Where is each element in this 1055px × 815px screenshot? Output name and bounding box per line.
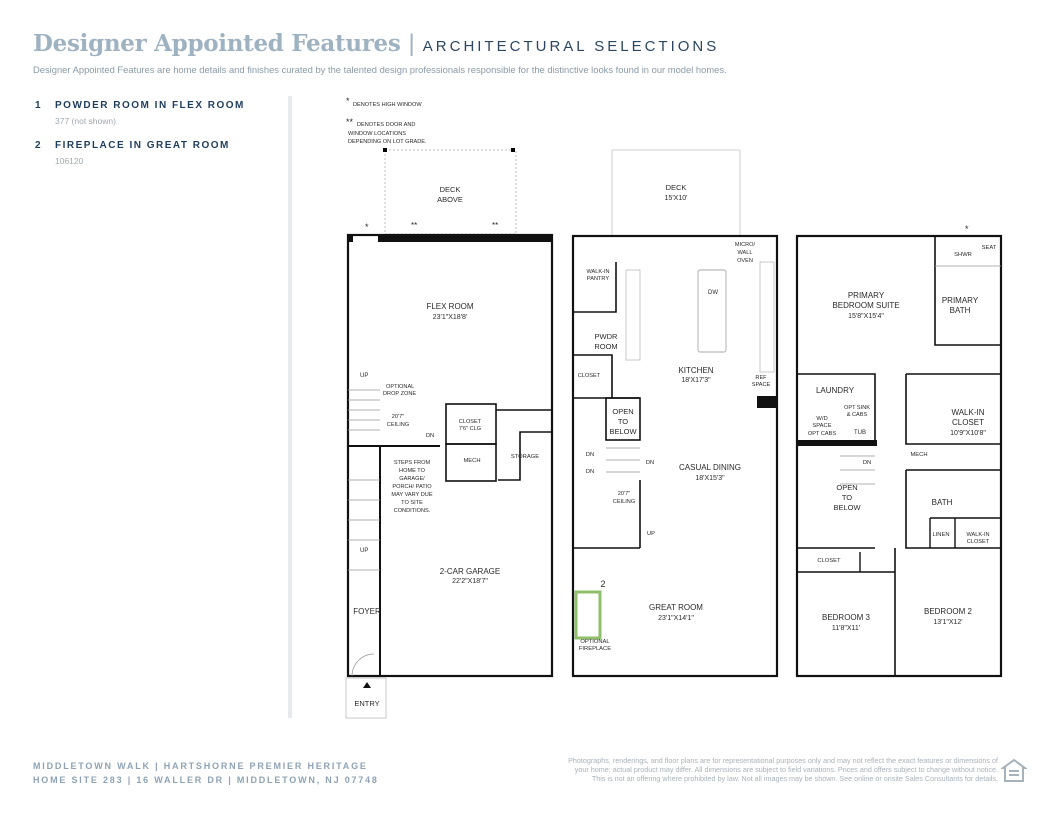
stair-label: UP [360,373,369,379]
room-label: 2-CAR GARAGE [439,567,501,576]
selection-number: 1 [35,100,43,111]
room-label: MECH [910,452,928,458]
page-header [33,30,1023,75]
door-window-note: WINDOW LOCATIONS [348,131,407,137]
stair-label: DN [425,433,435,439]
room-label: TO [617,417,629,426]
steps-note: MAY VARY DUE [391,492,433,498]
room-label: 7'6" CLG [458,426,482,432]
home-site-address: HOME SITE 283 | 16 WALLER DR | MIDDLETOWN, NJ 07748 [33,775,379,785]
deck-label: DECK [665,183,687,192]
room-label: WALK-IN [966,532,990,538]
selection-marker: 2 [600,579,606,589]
selection-list [35,100,275,180]
room-label: CLOSET [577,373,601,379]
selection-code: 377 (not shown) [55,116,116,126]
appliance-label: DW [708,290,718,296]
community-name: MIDDLETOWN WALK | HARTSHORNE PREMIER HERITAGE [33,761,368,771]
page-subtitle: Designer Appointed Features are home details and finishes curated by the talented design professionals responsible for the distinctive looks found in our model homes. [33,64,727,75]
room-label: PRIMARY [847,291,885,300]
steps-note: CONDITIONS. [393,508,431,514]
room-label: CLOSET [951,418,985,427]
door-window-note: DEPENDING ON LOT GRADE. [348,139,427,145]
ceiling-label: CEILING [612,499,636,505]
door-window-mark: ** [492,221,499,230]
room-label: BATH [949,306,971,315]
steps-note: TO SITE [401,500,423,506]
room-label: FLEX ROOM [426,302,474,311]
room-label: LINEN [932,532,950,538]
room-label: GREAT ROOM [649,603,703,612]
stair-label: UP [360,548,369,554]
community-info [33,759,379,787]
steps-note: STEPS FROM [393,460,431,466]
deck-label: DECK [439,185,461,194]
optional-label: OPT CABS [807,431,837,437]
room-label: BELOW [609,427,637,436]
room-dimension: 23'1"X18'8' [432,314,468,321]
room-label: TUB [854,430,866,436]
room-label: BATH [931,498,953,507]
door-window-mark: ** [346,117,354,127]
appliance-label: WALL [737,250,753,256]
room-label: BEDROOM 3 [821,613,871,622]
stair-label: DN [585,469,595,475]
room-label: BEDROOM 2 [923,607,973,616]
plan-notes [346,96,427,145]
high-window-note: DENOTES HIGH WINDOW [353,102,422,108]
optional-label: & CABS [846,412,868,418]
appliance-label: MICRO/ [734,242,756,248]
room-label: CLOSET [966,539,990,545]
equal-housing-opportunity-icon [1001,758,1027,784]
disclaimer-line: This is not an offering where prohibited by law. Not all images may be shown. See online or onsite Sales Consultants for details. [591,774,998,784]
optional-label: DROP ZONE [383,391,417,397]
appliance-label: SPACE [751,382,771,388]
selection-item [35,140,275,166]
appliance-label: REF [755,375,767,381]
page-title: Designer Appointed Features [33,30,401,57]
steps-note: HOME TO [399,468,425,474]
room-dimension: 22'2"X18'7" [452,578,488,585]
room-label: WALK-IN [951,408,985,417]
door-window-mark: ** [411,221,418,230]
room-label: CLOSET [458,419,482,425]
optional-label: OPTIONAL [580,639,610,645]
room-label: MECH [463,458,481,464]
floor-plan [330,90,1010,720]
stair-label: DN [585,452,595,458]
high-window-mark: * [346,96,350,106]
post [511,148,515,152]
room-dimension: 18'X17'3" [681,377,711,384]
room-label: W/D [816,416,828,422]
divider [288,96,292,718]
selection-number: 2 [35,140,43,151]
room-label: KITCHEN [678,366,714,375]
section-title: ARCHITECTURAL SELECTIONS [422,38,720,55]
disclaimer [518,756,998,784]
deck-label: ABOVE [437,195,463,204]
level-1-plan [346,148,553,718]
room-dimension: 13'1"X12' [933,619,963,626]
room-label: PRIMARY [941,296,979,305]
room-label: ROOM [594,342,618,351]
room-dimension: 11'8"X11' [831,625,861,632]
disclaimer-line: your home; actual product may differ. All dimensions are subject to field variations. Prices and offers subject to change without notice. [574,765,998,775]
optional-label: OPT SINK [843,405,871,411]
room-label: BELOW [833,503,861,512]
room-label: LAUNDRY [815,386,855,395]
post [383,148,387,152]
stair-label: UP [646,531,656,537]
selection-item [35,100,275,126]
stair-label: DN [862,460,872,466]
entry-label: ENTRY [354,699,380,708]
room-label: FOYER [353,607,381,616]
room-label: PANTRY [586,276,610,282]
high-window-mark: * [365,222,369,232]
door-window-note: DENOTES DOOR AND [357,122,416,128]
selection-code: 106120 [55,156,84,166]
room-label: BEDROOM SUITE [832,301,900,310]
rear-wall-window [378,234,553,242]
room-label: PWDR [594,332,618,341]
room-dimension: 10'9"X10'8" [950,430,986,437]
disclaimer-line: Photographs, renderings, and floor plans are for representational purposes only and may not reflect the exact features or dimensions of [568,756,998,765]
room-dimension: 15'8"X15'4" [848,313,884,320]
steps-note: GARAGE/ [399,476,425,482]
room-dimension: 15'X10' [664,195,688,202]
room-label: SEAT [981,245,997,251]
room-label: OPEN [836,483,858,492]
room-dimension: 23'1"X14'1" [658,615,694,622]
room-label: CLOSET [817,558,841,564]
optional-label: OPTIONAL [386,384,415,390]
stair-label: DN [645,460,655,466]
ceiling-label: 20'7" [391,414,405,420]
fireplace-outline [576,592,600,638]
room-label: SPACE [812,423,832,429]
appliance-label: OVEN [737,258,753,264]
steps-note: PORCH/ PATIO [392,484,432,490]
optional-label: FIREPLACE [578,646,612,652]
room-label: OPEN [612,407,634,416]
level-3-plan [797,224,1001,676]
room-label: TO [841,493,853,502]
selection-name: FIREPLACE IN GREAT ROOM [55,140,230,151]
selection-name: POWDER ROOM IN FLEX ROOM [55,100,245,111]
room-label: WALK-IN [586,269,610,275]
room-dimension: 18'X15'3" [695,475,725,482]
high-window-mark: * [965,224,969,234]
room-label: CASUAL DINING [679,463,741,472]
level-2-plan [573,150,777,676]
title-separator: | [408,30,415,57]
ceiling-label: 20'7" [617,491,631,497]
ceiling-label: CEILING [386,422,410,428]
wall-corner [347,234,353,242]
room-label: STORAGE [510,454,540,460]
room-label: SHWR [954,252,972,258]
deck-outline [612,150,740,236]
